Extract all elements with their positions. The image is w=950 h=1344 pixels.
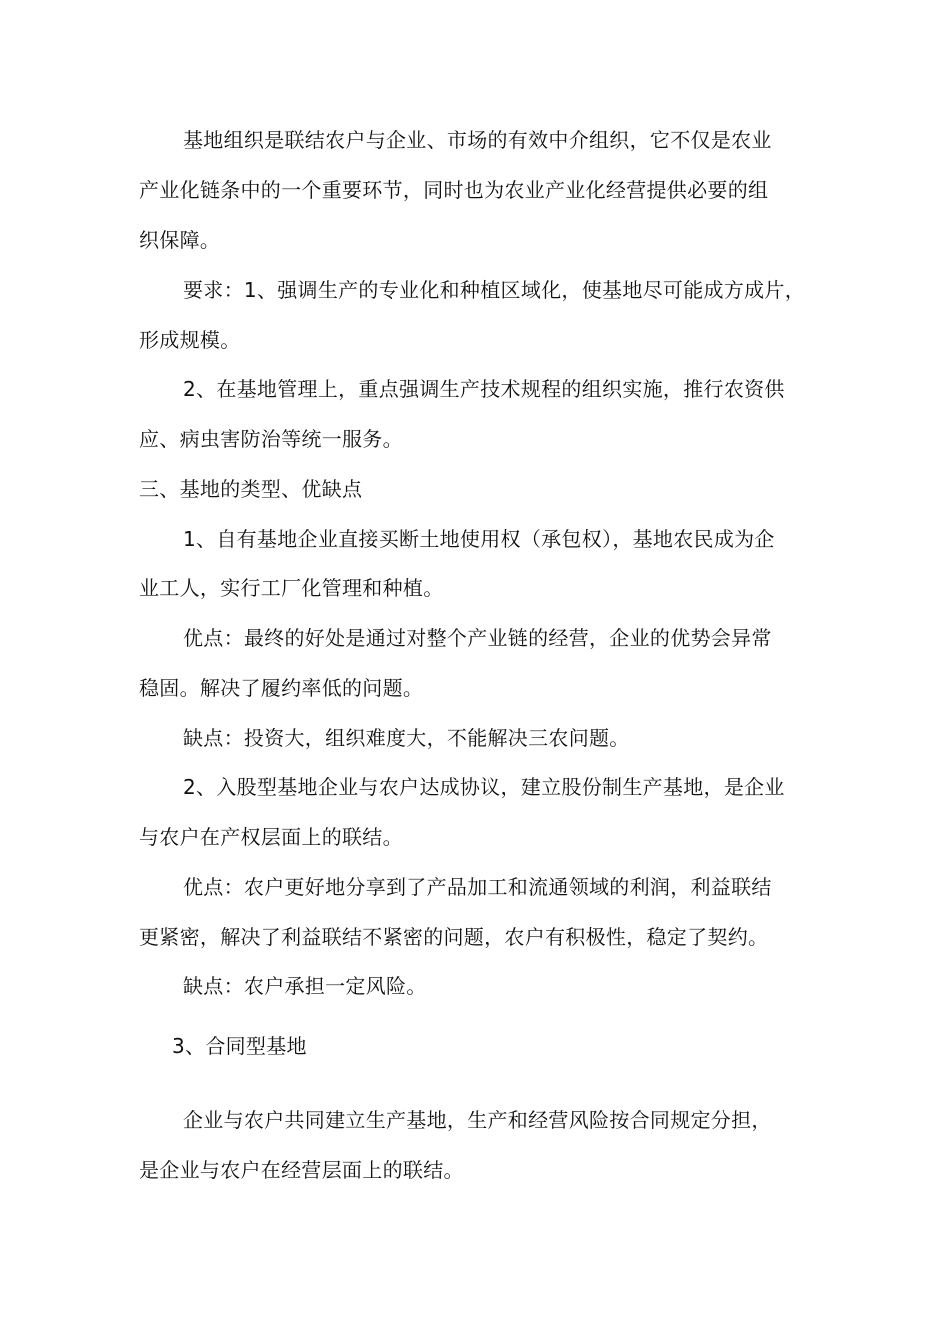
- paragraph-line: 业工人，实行工厂化管理和种植。: [139, 576, 444, 600]
- paragraph-line: 缺点：投资大，组织难度大，不能解决三农问题。: [183, 726, 630, 750]
- paragraph-line: 企业与农户共同建立生产基地，生产和经营风险按合同规定分担，: [183, 1108, 772, 1132]
- paragraph-line: 稳固。解决了履约率低的问题。: [139, 676, 424, 700]
- section-heading: 三、基地的类型、优缺点: [139, 477, 363, 501]
- paragraph-line: 缺点：农户承担一定风险。: [183, 974, 427, 998]
- paragraph-line: 要求：1、强调生产的专业化和种植区域化，使基地尽可能成方成片，: [183, 278, 806, 302]
- subsection-heading: 3、合同型基地: [172, 1034, 307, 1058]
- paragraph-line: 优点：最终的好处是通过对整个产业链的经营，企业的优势会异常: [183, 626, 772, 650]
- paragraph-line: 形成规模。: [139, 328, 241, 352]
- paragraph-line: 是企业与农户在经营层面上的联结。: [139, 1158, 464, 1182]
- paragraph-line: 1、自有基地企业直接买断土地使用权（承包权），基地农民成为企: [183, 527, 775, 551]
- paragraph-line: 织保障。: [139, 228, 221, 252]
- paragraph-line: 基地组织是联结农户与企业、市场的有效中介组织，它不仅是农业: [183, 128, 772, 152]
- paragraph-line: 与农户在产权层面上的联结。: [139, 825, 403, 849]
- paragraph-line: 2、在基地管理上，重点强调生产技术规程的组织实施，推行农资供: [183, 377, 785, 401]
- paragraph-line: 2、入股型基地企业与农户达成协议，建立股份制生产基地，是企业: [183, 775, 785, 799]
- paragraph-line: 优点：农户更好地分享到了产品加工和流通领域的利润，利益联结: [183, 875, 772, 899]
- paragraph-line: 产业化链条中的一个重要环节，同时也为农业产业化经营提供必要的组: [139, 178, 769, 202]
- paragraph-line: 应、病虫害防治等统一服务。: [139, 427, 403, 451]
- paragraph-line: 更紧密，解决了利益联结不紧密的问题，农户有积极性，稳定了契约。: [139, 925, 769, 949]
